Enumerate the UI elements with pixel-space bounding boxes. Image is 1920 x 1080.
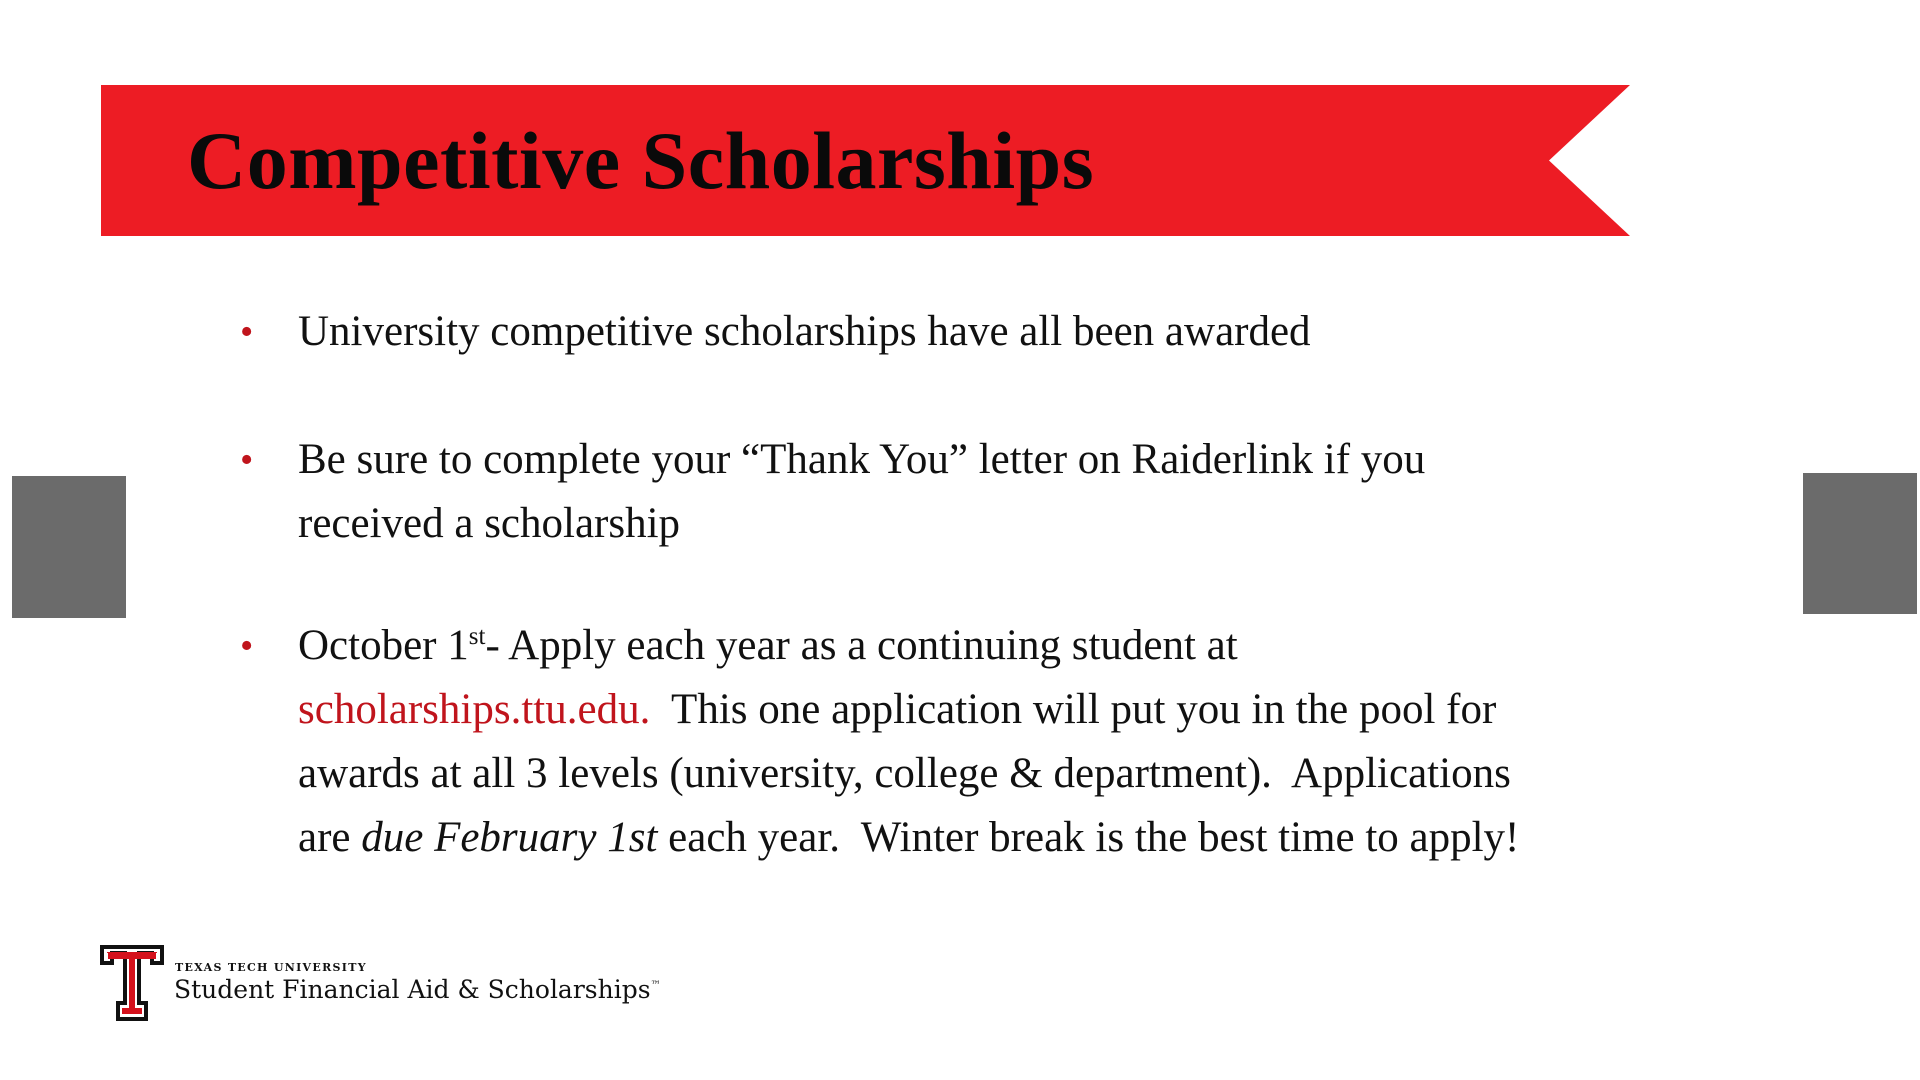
university-name: TEXAS TECH UNIVERSITY [175, 961, 367, 974]
bullet-line [298, 614, 1678, 678]
bullet-text [298, 300, 1678, 364]
bullet-line-text: This one application will put you in the pool for [650, 686, 1497, 733]
title-banner [101, 85, 1630, 236]
bullet-line: awards at all 3 levels (university, college & department). Applications [298, 750, 1511, 797]
department-name [174, 975, 661, 1004]
double-t-logo-icon [100, 945, 164, 1021]
bullet-line-text: - Apply each year as a continuing student at [485, 622, 1238, 669]
department-name-text: Student Financial Aid & Scholarships [174, 975, 651, 1004]
due-date-emphasis: due February 1st [361, 814, 658, 861]
next-slide-button[interactable] [1803, 473, 1917, 614]
bullet-line [298, 678, 1678, 742]
bullet-dot: • [240, 625, 254, 667]
scholarships-link[interactable]: scholarships.ttu.edu. [298, 686, 651, 733]
bullet-line: Be sure to complete your “Thank You” letter on Raiderlink if you [298, 436, 1426, 483]
bullet-line-text: are [298, 814, 362, 861]
slide-title: Competitive Scholarships [187, 115, 1095, 206]
bullet-line: received a scholarship [298, 500, 681, 547]
bullet-text [298, 614, 1678, 870]
deadline-date: October 1 [298, 622, 469, 669]
bullet-dot: • [240, 439, 254, 481]
prev-slide-button[interactable] [12, 476, 126, 618]
trademark-symbol: ™ [650, 980, 661, 991]
bullet-line-text: each year. Winter break is the best time to apply! [657, 814, 1520, 861]
bullet-dot: • [240, 311, 254, 353]
bullet-text [298, 428, 1678, 556]
footer-logo [100, 945, 660, 1025]
date-ordinal: st [468, 623, 486, 650]
bullet-line: University competitive scholarships have all been awarded [298, 308, 1311, 355]
bullet-line [298, 806, 1678, 870]
